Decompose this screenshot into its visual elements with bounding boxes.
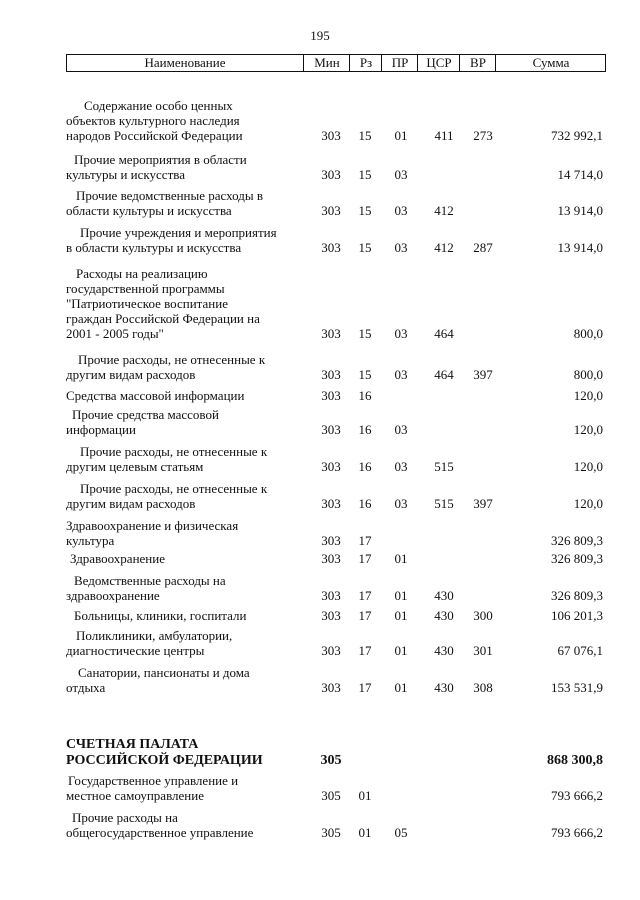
- row-name-line: 2001 - 2005 годы": [66, 326, 164, 341]
- row-name-line: здравоохранение: [66, 588, 160, 603]
- cell-vr: 308: [473, 680, 493, 695]
- row-name: [66, 225, 296, 255]
- cell-sum: 326 809,3: [551, 533, 603, 548]
- cell-sum: 793 666,2: [551, 825, 603, 840]
- row-name-line: Прочие мероприятия в области: [74, 152, 247, 167]
- row-name-line: Прочие ведомственные расходы в: [76, 188, 264, 203]
- row-name-line: местное самоуправление: [66, 788, 204, 803]
- row-name-line: Прочие расходы, не отнесенные к: [80, 444, 268, 459]
- cell-sum: 868 300,8: [547, 753, 603, 768]
- row-name-line: Прочие средства массовой: [72, 407, 219, 422]
- row-name: [66, 152, 296, 182]
- cell-min: 305: [320, 753, 342, 768]
- header-rz: Рз: [349, 55, 382, 71]
- row-name-line: Прочие учреждения и мероприятия: [80, 225, 277, 240]
- row-name: [66, 481, 296, 511]
- row-name: [66, 608, 296, 623]
- cell-rz: 01: [358, 788, 372, 803]
- row-name: [66, 810, 296, 840]
- row-name-line: другим видам расходов: [66, 496, 196, 511]
- cell-csr: 464: [434, 367, 454, 382]
- cell-min: 303: [321, 367, 341, 382]
- row-name-line: "Патриотическое воспитание: [66, 296, 228, 311]
- row-name: [66, 98, 296, 143]
- cell-csr: 412: [434, 240, 454, 255]
- cell-min: 303: [321, 388, 341, 403]
- cell-min: 303: [321, 240, 341, 255]
- cell-sum: 120,0: [573, 422, 603, 437]
- row-name: [66, 518, 296, 548]
- cell-min: 303: [321, 128, 341, 143]
- row-name: [66, 737, 296, 769]
- cell-rz: 15: [358, 367, 372, 382]
- cell-pr: 03: [394, 326, 408, 341]
- cell-sum: 67 076,1: [557, 643, 603, 658]
- cell-min: 303: [321, 422, 341, 437]
- cell-sum: 732 992,1: [551, 128, 603, 143]
- row-name-line: Больницы, клиники, госпитали: [74, 608, 247, 623]
- cell-sum: 153 531,9: [551, 680, 603, 695]
- cell-min: 303: [321, 459, 341, 474]
- row-name-line: Здравоохранение: [70, 551, 165, 566]
- cell-csr: 430: [434, 608, 454, 623]
- cell-vr: 397: [473, 496, 493, 511]
- cell-csr: 515: [434, 496, 454, 511]
- cell-pr: 01: [394, 551, 408, 566]
- cell-vr: 273: [473, 128, 493, 143]
- cell-pr: 01: [394, 128, 408, 143]
- cell-rz: 15: [358, 240, 372, 255]
- cell-pr: 03: [394, 240, 408, 255]
- row-name-line: Расходы на реализацию: [76, 266, 208, 281]
- row-name: [66, 665, 296, 695]
- cell-sum: 120,0: [573, 388, 603, 403]
- row-name-line: общегосударственное управление: [66, 825, 254, 840]
- cell-pr: 03: [394, 367, 408, 382]
- cell-pr: 01: [394, 643, 408, 658]
- cell-vr: 397: [473, 367, 493, 382]
- cell-pr: 01: [394, 608, 408, 623]
- cell-rz: 16: [358, 422, 372, 437]
- cell-vr: 287: [473, 240, 493, 255]
- header-csr: ЦСР: [417, 55, 460, 71]
- row-name: [66, 573, 296, 603]
- cell-sum: 120,0: [573, 459, 603, 474]
- row-name-line: объектов культурного наследия: [66, 113, 240, 128]
- cell-rz: 17: [358, 643, 372, 658]
- row-name-line: Здравоохранение и физическая: [66, 518, 239, 533]
- row-name-line: Ведомственные расходы на: [74, 573, 226, 588]
- cell-sum: 106 201,3: [551, 608, 603, 623]
- cell-sum: 13 914,0: [557, 240, 603, 255]
- cell-min: 303: [321, 167, 341, 182]
- cell-rz: 16: [358, 496, 372, 511]
- cell-sum: 120,0: [573, 496, 603, 511]
- row-name-line: другим видам расходов: [66, 367, 196, 382]
- cell-rz: 16: [358, 388, 372, 403]
- row-name-line: народов Российской Федерации: [66, 128, 243, 143]
- cell-min: 305: [321, 788, 341, 803]
- cell-rz: 15: [358, 167, 372, 182]
- cell-min: 305: [321, 825, 341, 840]
- row-name: [66, 352, 296, 382]
- row-name-line: Санатории, пансионаты и дома: [78, 665, 250, 680]
- header-vr: ВР: [459, 55, 496, 71]
- table-header: [66, 54, 606, 72]
- header-pr: ПР: [381, 55, 418, 71]
- row-name-line: Средства массовой информации: [66, 388, 245, 403]
- row-name-line: СЧЕТНАЯ ПАЛАТА: [66, 737, 199, 752]
- row-name-line: Государственное управление и: [68, 773, 239, 788]
- cell-sum: 13 914,0: [557, 203, 603, 218]
- cell-sum: 800,0: [573, 326, 603, 341]
- cell-csr: 430: [434, 588, 454, 603]
- row-name-line: культуры и искусства: [66, 167, 185, 182]
- row-name: [66, 407, 296, 437]
- cell-rz: 17: [358, 680, 372, 695]
- row-name: [66, 551, 296, 566]
- cell-pr: 03: [394, 203, 408, 218]
- cell-rz: 17: [358, 588, 372, 603]
- cell-pr: 03: [394, 422, 408, 437]
- cell-rz: 17: [358, 551, 372, 566]
- cell-pr: 05: [394, 825, 408, 840]
- cell-vr: 300: [473, 608, 493, 623]
- row-name-line: РОССИЙСКОЙ ФЕДЕРАЦИИ: [66, 753, 263, 768]
- cell-min: 303: [321, 680, 341, 695]
- row-name-line: информации: [66, 422, 136, 437]
- row-name: [66, 773, 296, 803]
- cell-pr: 03: [394, 167, 408, 182]
- cell-rz: 01: [358, 825, 372, 840]
- cell-min: 303: [321, 203, 341, 218]
- header-min: Мин: [303, 55, 350, 71]
- cell-min: 303: [321, 326, 341, 341]
- row-name-line: Прочие расходы на: [72, 810, 178, 825]
- cell-sum: 326 809,3: [551, 551, 603, 566]
- cell-pr: 01: [394, 588, 408, 603]
- row-name-line: Содержание особо ценных: [84, 98, 233, 113]
- cell-sum: 800,0: [573, 367, 603, 382]
- cell-vr: 301: [473, 643, 493, 658]
- cell-min: 303: [321, 608, 341, 623]
- row-name-line: граждан Российской Федерации на: [66, 311, 260, 326]
- cell-min: 303: [321, 533, 341, 548]
- row-name-line: другим целевым статьям: [66, 459, 204, 474]
- cell-min: 303: [321, 496, 341, 511]
- cell-pr: 01: [394, 680, 408, 695]
- row-name: [66, 188, 296, 218]
- row-name-line: государственной программы: [66, 281, 225, 296]
- cell-min: 303: [321, 588, 341, 603]
- page-number: 195: [310, 28, 330, 43]
- cell-rz: 17: [358, 533, 372, 548]
- row-name: [66, 444, 296, 474]
- row-name-line: Прочие расходы, не отнесенные к: [80, 481, 268, 496]
- row-name-line: области культуры и искусства: [66, 203, 232, 218]
- cell-pr: 03: [394, 459, 408, 474]
- row-name-line: культура: [66, 533, 115, 548]
- row-name-line: отдыха: [66, 680, 106, 695]
- cell-csr: 430: [434, 680, 454, 695]
- cell-rz: 15: [358, 128, 372, 143]
- header-sum: Сумма: [495, 55, 606, 71]
- cell-csr: 430: [434, 643, 454, 658]
- row-name: [66, 388, 296, 403]
- cell-sum: 14 714,0: [557, 167, 603, 182]
- cell-csr: 411: [434, 128, 454, 143]
- cell-csr: 464: [434, 326, 454, 341]
- cell-csr: 515: [434, 459, 454, 474]
- cell-min: 303: [321, 643, 341, 658]
- cell-sum: 793 666,2: [551, 788, 603, 803]
- cell-csr: 412: [434, 203, 454, 218]
- row-name-line: Поликлиники, амбулатории,: [76, 628, 233, 643]
- row-name-line: Прочие расходы, не отнесенные к: [78, 352, 266, 367]
- cell-rz: 16: [358, 459, 372, 474]
- cell-min: 303: [321, 551, 341, 566]
- cell-rz: 15: [358, 326, 372, 341]
- header-name: Наименование: [144, 55, 226, 70]
- row-name-line: диагностические центры: [66, 643, 205, 658]
- cell-rz: 17: [358, 608, 372, 623]
- row-name: [66, 266, 296, 341]
- row-name-line: в области культуры и искусства: [66, 240, 242, 255]
- cell-pr: 03: [394, 496, 408, 511]
- cell-sum: 326 809,3: [551, 588, 603, 603]
- row-name: [66, 628, 296, 658]
- cell-rz: 15: [358, 203, 372, 218]
